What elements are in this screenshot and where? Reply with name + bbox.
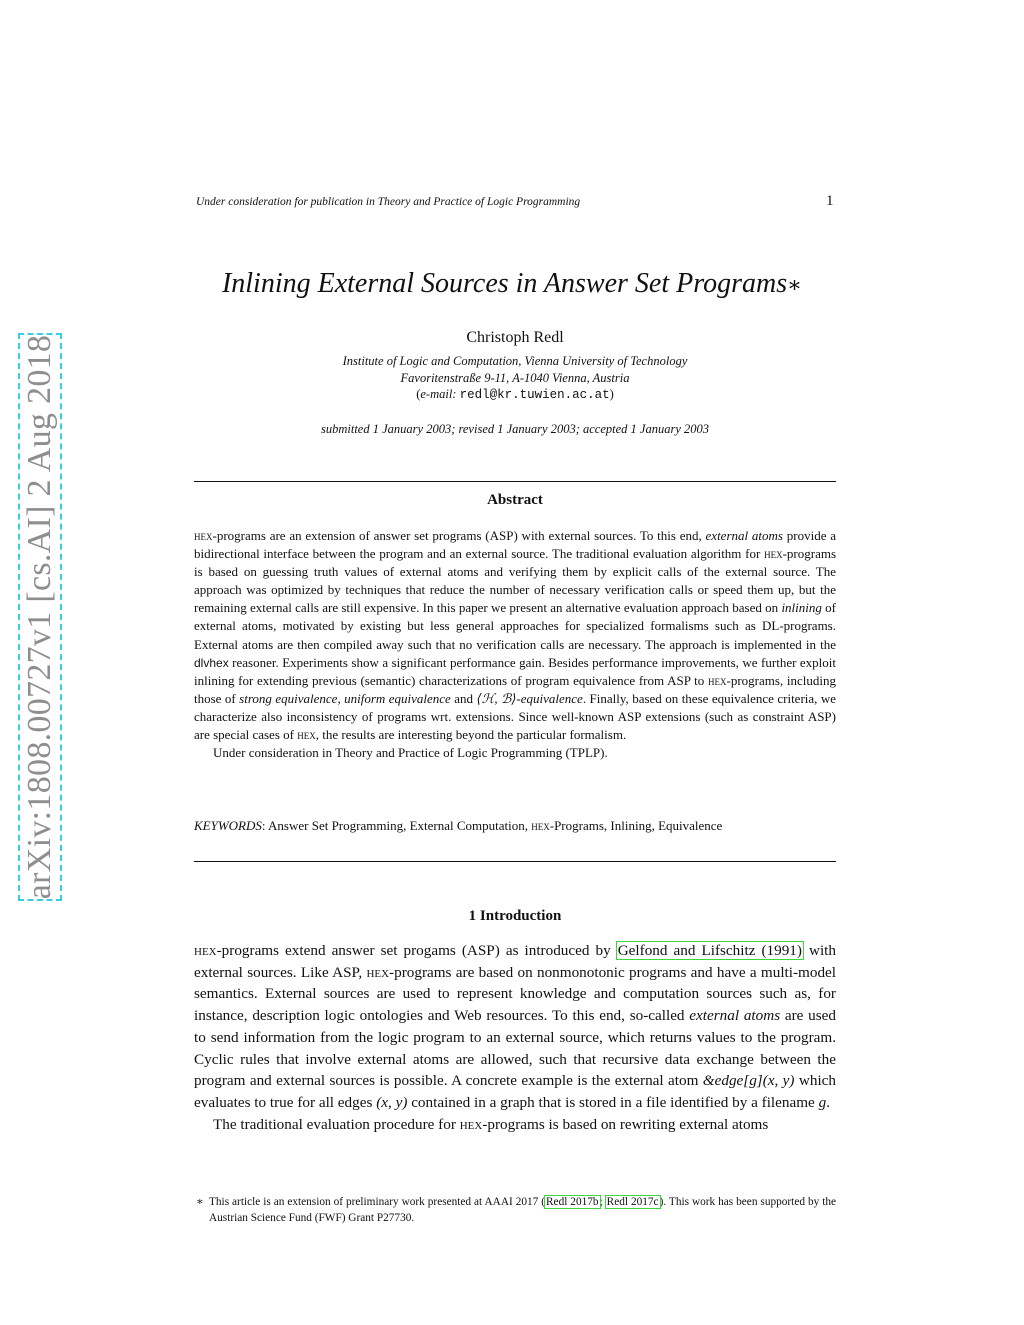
paper-title [0,268,1024,300]
keywords-label: KEYWORDS [194,818,262,833]
section-heading-introduction: 1 Introduction [468,908,562,924]
introduction-body [194,940,836,1135]
abstract-top-rule [194,481,836,482]
footnote: ∗ This article is an extension of preliminary work presented at AAAI 2017 (Redl 2017b; Redl 2017c). This work has been supported by the Austrian Science Fund (FWF) Grant P27730. [196,1196,836,1224]
arxiv-identifier: arXiv:1808.00727v1 [cs.AI] 2 Aug 2018 [21,334,58,900]
math-filename: g [818,1093,827,1111]
title-footnote-mark: ∗ [787,272,803,297]
affiliation-line-1: Institute of Logic and Computation, Vienna University of Technology [342,354,688,368]
abstract-body [194,527,836,762]
intro-paragraph-2: The traditional evaluation procedure for hex-programs is based on rewriting external atoms [213,1115,769,1133]
submission-dates: submitted 1 January 2003; revised 1 January 2003; accepted 1 January 2003 [321,422,709,436]
email-address[interactable]: redl@kr.tuwien.ac.at [459,388,610,402]
keywords: KEYWORDS: Answer Set Programming, External Computation, hex-Programs, Inlining, Equivalence [194,818,723,833]
citation-link-redl-2017c[interactable]: Redl 2017c [606,1196,659,1208]
abstract-paragraph-1: hex-programs are an extension of answer set programs (ASP) with external sources. To this end, external atoms provide a bidirectional interface between the program and an external source. The traditional evaluation algorithm for hex-programs is based on guessing truth values of external atoms and verifying them by explicit calls of the external source. The approach was optimized by techniques that reduce the number of necessary verification calls or speed them up, but the remaining external calls are still expensive. In this paper we present an alternative evaluation approach based on inlining of external atoms, motivated by existing but less general approaches for specialized formalisms such as DL-programs. External atoms are then compiled away such that no verification calls are necessary. The approach is implemented in the dlvhex reasoner. Experiments show a significant performance gain. Besides performance improvements, we further exploit inlining for extending previous (semantic) characterizations of program equivalence from ASP to hex-programs, including those of strong equivalence, uniform equivalence and ⟨ℋ, ℬ⟩-equivalence. Finally, based on these equivalence criteria, we characterize also inconsistency of programs wrt. extensions. Since well-known ASP extensions (such as constraint ASP) are special cases of hex, the results are interesting beyond the particular formalism. [194,528,837,743]
title-text: Inlining External Sources in Answer Set Programs [221,268,788,299]
email-label: e-mail: [420,387,457,401]
abstract-heading: Abstract [487,492,543,508]
math-edge-pair: (x, y) [376,1093,408,1111]
page-number: 1 [826,193,834,209]
running-head: Under consideration for publication in Theory and Practice of Logic Programming [196,196,581,208]
citation-link-redl-2017b[interactable]: Redl 2017b [546,1196,599,1208]
hex-term: hex [194,528,213,543]
author-name: Christoph Redl [466,329,564,346]
abstract-paragraph-2: Under consideration in Theory and Practice of Logic Programming (TPLP). [213,745,608,761]
abstract-bottom-rule [194,861,836,862]
citation-link-gelfond[interactable]: Gelfond and Lifschitz (1991) [617,942,802,959]
footnote-mark: ∗ [196,1196,204,1208]
affiliation-line-2: Favoritenstraße 9-11, A-1040 Vienna, Austria [400,371,630,385]
dlvhex-name: dlvhex [194,655,229,670]
email-open: ( [416,387,421,401]
email-close: ) [609,387,614,401]
math-external-atom: &edge[g](x, y) [702,1072,795,1090]
author-email [0,387,1024,402]
intro-paragraph-1: hex-programs extend answer set progams (ASP) as introduced by Gelfond and Lifschitz (1991) with external sources. Like ASP, hex-programs are based on nonmonotonic programs and have a multi-model semantics. External sources are used to represent knowledge and computation sources such as, for instance, description logic ontologies and Web resources. To this end, so-called external atoms are used to send information from the logic program to an external source, which returns values to the program. Cyclic rules that involve external atoms are allowed, such that recursive data exchange between the program and external sources is possible. A concrete example is the external atom &edge[g](x, y) which evaluates to true for all edges (x, y) contained in a graph that is stored in a file identified by a filename g. [194,942,837,1111]
arxiv-stamp[interactable] [18,333,62,901]
